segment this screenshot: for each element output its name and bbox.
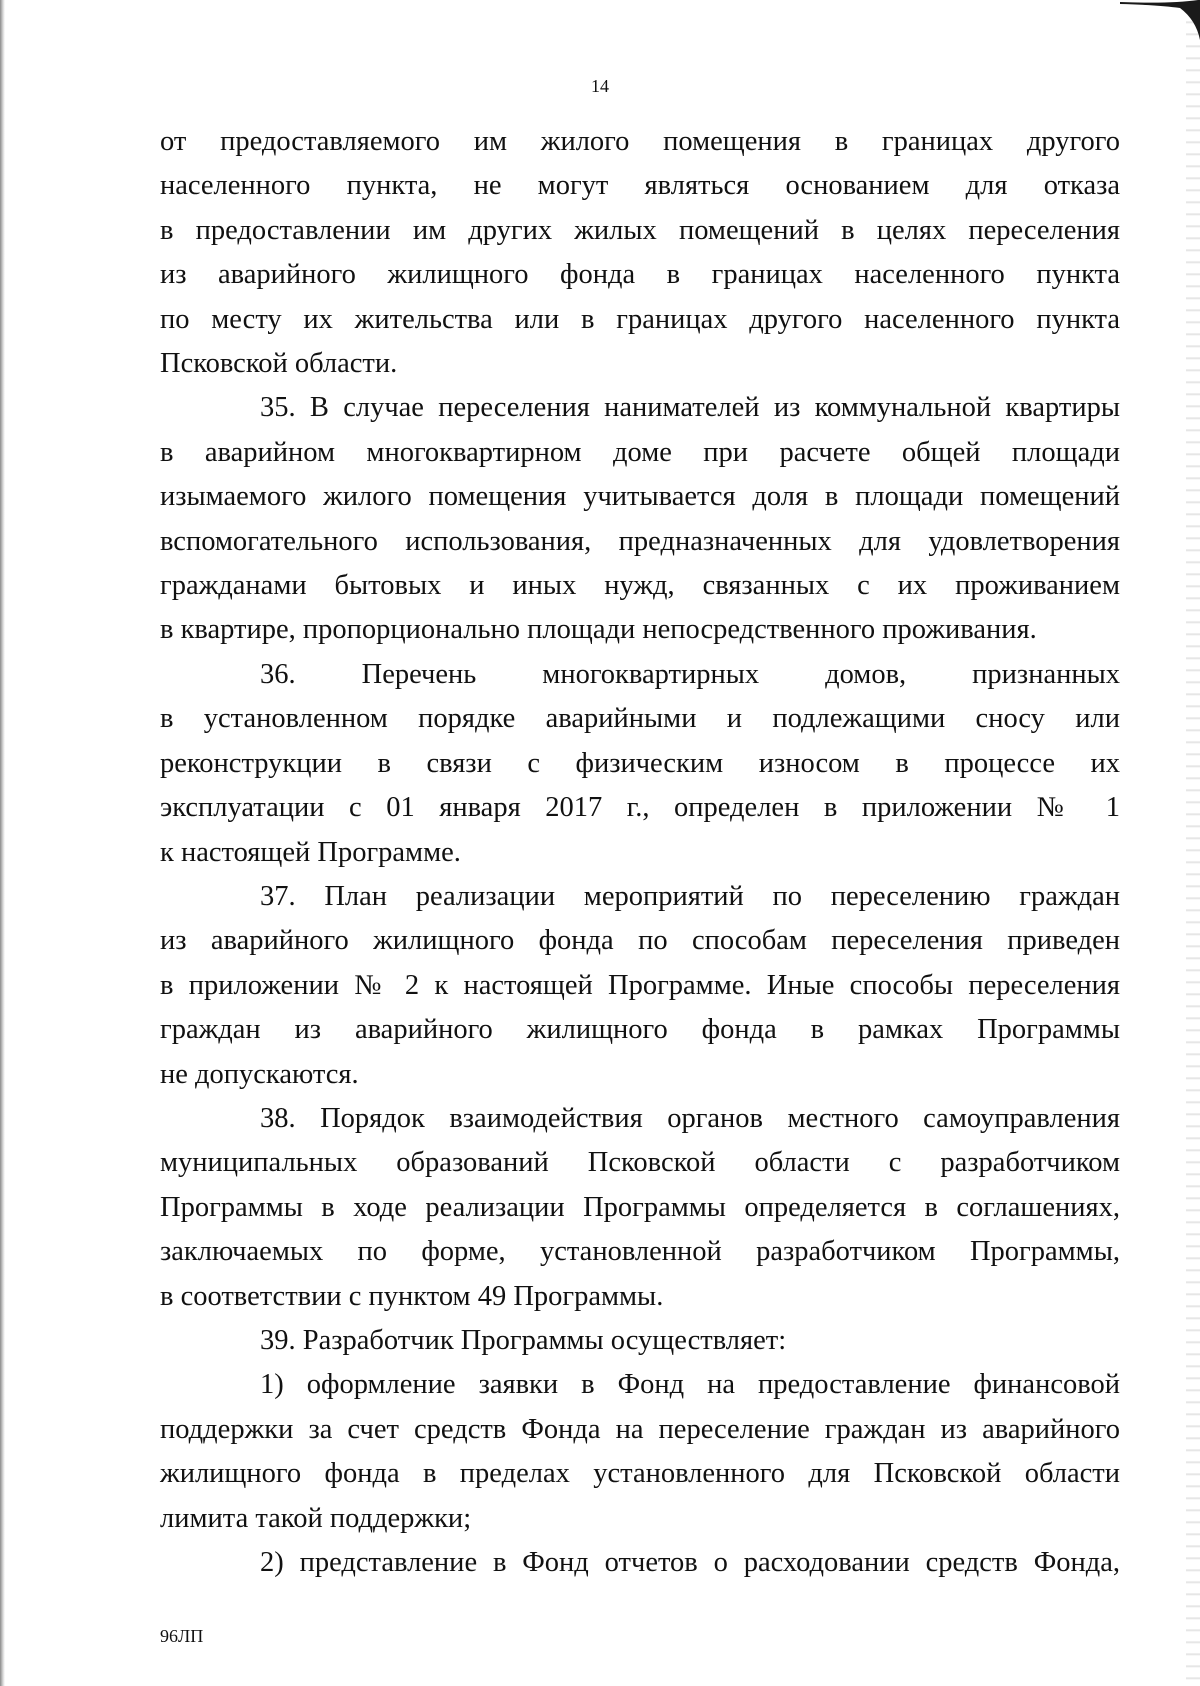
text-line: 2) представление в Фонд отчетов о расходовании средств Фонда,: [260, 1547, 1120, 1578]
text-line: от предоставляемого им жилого помещения в границах другого: [160, 126, 1120, 157]
document-body: [160, 120, 1120, 1585]
text-line: вспомогательного использования, предназначенных для удовлетворения: [160, 525, 1120, 557]
text-line: из аварийного жилищного фонда по способам переселения приведен: [160, 925, 1120, 957]
text-line: в соответствии с пунктом 49 Программы.: [160, 1280, 664, 1312]
text-line: 1) оформление заявки в Фонд на предоставление финансовой: [260, 1369, 1120, 1401]
text-line: 37. План реализации мероприятий по переселению граждан: [260, 880, 1120, 912]
text-line: изымаемого жилого помещения учитывается доля в площади помещений: [160, 481, 1120, 513]
text-line: населенного пункта, не могут являться основанием для отказа: [160, 170, 1120, 202]
text-line: не допускаются.: [160, 1058, 359, 1090]
scan-right-edge: [1186, 0, 1200, 1686]
text-line: 39. Разработчик Программы осуществляет:: [260, 1324, 787, 1356]
text-line: в предоставлении им других жилых помещений в целях переселения: [160, 214, 1120, 246]
document-code: 96ЛП: [160, 1626, 204, 1646]
text-line: в приложении № 2 к настоящей Программе. Иные способы переселения: [160, 969, 1120, 1001]
text-line: 36. Перечень многоквартирных домов, признанных: [260, 658, 1120, 690]
text-line: 35. В случае переселения нанимателей из коммунальной квартиры: [260, 392, 1120, 424]
text-line: реконструкции в связи с физическим износом в процессе их: [160, 747, 1120, 779]
text-line: 38. Порядок взаимодействия органов местного самоуправления: [260, 1102, 1120, 1134]
text-line: Программы в ходе реализации Программы определяется в соглашениях,: [160, 1191, 1120, 1223]
text-line: граждан из аварийного жилищного фонда в рамках Программы: [160, 1014, 1120, 1046]
text-line: в установленном порядке аварийными и подлежащими сносу или: [160, 703, 1120, 735]
text-line: в аварийном многоквартирном доме при расчете общей площади: [160, 436, 1120, 468]
text-line: Псковской области.: [160, 348, 398, 380]
text-line: из аварийного жилищного фонда в границах населенного пункта: [160, 259, 1120, 291]
text-line: муниципальных образований Псковской области с разработчиком: [160, 1147, 1120, 1179]
text-line: жилищного фонда в пределах установленного для Псковской области: [160, 1458, 1120, 1490]
text-line: лимита такой поддержки;: [160, 1502, 472, 1534]
text-line: поддержки за счет средств Фонда на переселение граждан из аварийного: [160, 1413, 1120, 1445]
text-line: заключаемых по форме, установленной разработчиком Программы,: [160, 1236, 1120, 1268]
text-line: к настоящей Программе.: [160, 836, 461, 868]
text-line: эксплуатации с 01 января 2017 г., определен в приложении № 1: [160, 792, 1120, 824]
page-number: 14: [591, 76, 609, 96]
text-line: гражданами бытовых и иных нужд, связанных с их проживанием: [160, 570, 1120, 602]
text-line: в квартире, пропорционально площади непосредственного проживания.: [160, 614, 1037, 646]
scan-left-edge: [0, 0, 5, 1686]
text-line: по месту их жительства или в границах другого населенного пункта: [160, 303, 1120, 335]
scan-corner-mark: [1120, 0, 1200, 40]
